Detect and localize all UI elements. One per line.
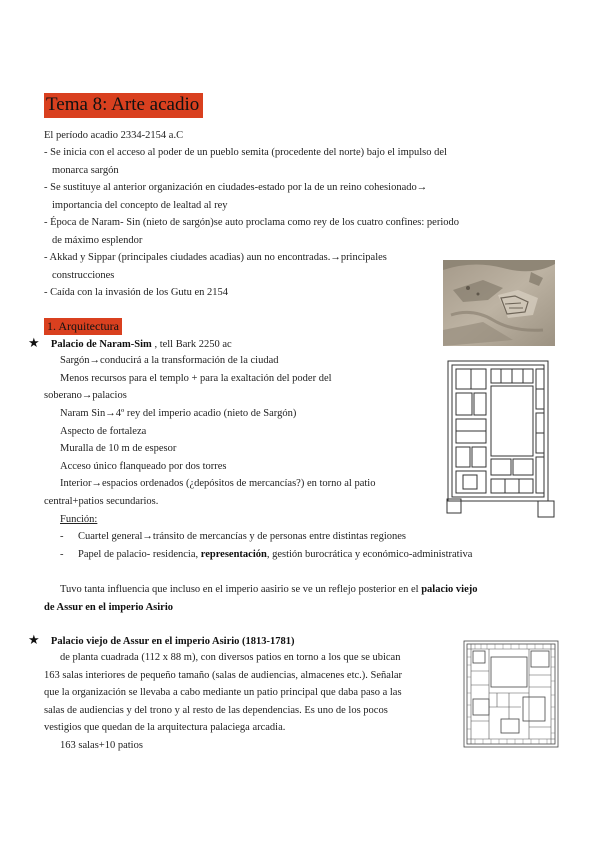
funcion-item-2-text-b: , gestión burocrática y económico-administrativa [266,549,473,560]
assur-floor-plan [461,637,561,752]
palace-naram-sim-name: Palacio de Naram-Sim [50,339,152,350]
section-heading-arquitectura: 1. Arquitectura [44,318,122,335]
intro-bullet-2-line-2: importancia del concepto de lealtad al rey [52,199,228,211]
funcion-item-2-text-a: Papel de palacio- residencia, [78,549,201,560]
palace1-line-7: Acceso único flanqueado por dos torres [60,461,227,472]
palace1-line-3: soberano→palacios [44,390,127,401]
intro-bullet-3 [44,214,514,249]
star-icon: ★ [28,632,40,647]
palace2-line-6: 163 salas+10 patios [60,740,143,751]
funcion-item-2: - Papel de palacio- residencia, representación, gestión burocrática y económico-administrativa [60,549,473,560]
palace1-line-6: Muralla de 10 m de espesor [60,443,177,454]
palace-assur-heading [28,631,295,651]
palace2-line-1: de planta cuadrada (112 x 88 m), con diversos patios en torno a los que se ubican [60,652,401,663]
funcion-item-1: - Cuartel general→tránsito de mercancías y de personas entre distintas regiones [60,531,407,542]
palace2-line-5: vestigios que quedan de la arquitectura palaciega arcadia. [44,722,286,733]
period-line: El período acadio 2334-2154 a.C [44,130,184,141]
page-title: Tema 8: Arte acadio [44,93,203,118]
influence-bold-a: palacio viejo [421,584,478,595]
palace2-line-3: que la organización se llevaba a cabo mediante un patio principal que daba paso a las [44,687,402,698]
palace1-line-5: Aspecto de fortaleza [60,426,147,437]
intro-bullet-2 [44,179,514,214]
intro-bullet-4-line-1: - Akkad y Sippar (principales ciudades acadias) aun no encontradas.→principales [44,252,387,263]
palace2-line-2: 163 salas interiores de pequeño tamaño (salas de audiencias, almacenes etc.). Señalar [44,670,403,681]
palace1-line-9: central+patios secundarios. [44,496,159,507]
intro-bullet-1 [44,144,514,179]
intro-bullet-3-line-2: de máximo esplendor [52,234,143,246]
intro-bullet-2-line-1: - Se sustituye al anterior organización en ciudades-estado por la de un reino cohesionado→ [44,182,428,193]
palace1-line-8: Interior→espacios ordenados (¿depósitos de mercancías?) en torno al patio [60,478,376,489]
intro-bullet-1-line-1: - Se inicia con el acceso al poder de un pueblo semita (procedente del norte) bajo el impulso del [44,147,447,158]
intro-bullet-5: - Caída con la invasión de los Gutu en 2154 [44,287,229,298]
star-icon: ★ [28,335,40,350]
intro-bullet-4 [44,249,444,284]
influence-text: Tuvo tanta influencia que incluso en el imperio aasirio se ve un reflejo posterior en el [60,584,422,595]
influence-line-1 [60,581,560,599]
intro-bullet-1-line-2: monarca sargón [52,164,119,176]
influence-line-2: de Assur en el imperio Asirio [44,602,174,613]
naram-sim-floor-plan [443,351,556,523]
palace1-line-2: Menos recursos para el templo + para la exaltación del poder del [60,373,332,384]
funcion-item-1-text: Cuartel general→tránsito de mercancías y de personas entre distintas regiones [78,531,407,542]
intro-bullet-4-line-2: construcciones [52,269,115,281]
palace1-line-4: Naram Sin→4º rey del imperio acadio (nieto de Sargón) [60,408,297,419]
palace-naram-sim-location: , tell Bark 2250 ac [151,339,232,350]
palace2-line-4: salas de audiencias y del trono y al resto de las dependencias. Es uno de los pocos [44,705,388,716]
palace-naram-sim-heading [28,334,232,354]
funcion-label: Función: [60,514,98,525]
funcion-item-2-text-bold: representación [200,549,267,560]
palace-assur-name: Palacio viejo de Assur en el imperio Asirio (1813-1781) [50,636,295,647]
intro-bullet-3-line-1: - Época de Naram- Sin (nieto de sargón)se auto proclama como rey de los cuatro confines: periodo [44,217,459,228]
aerial-photo [443,260,555,346]
palace1-line-1: Sargón→conducirá a la transformación de la ciudad [60,355,279,366]
